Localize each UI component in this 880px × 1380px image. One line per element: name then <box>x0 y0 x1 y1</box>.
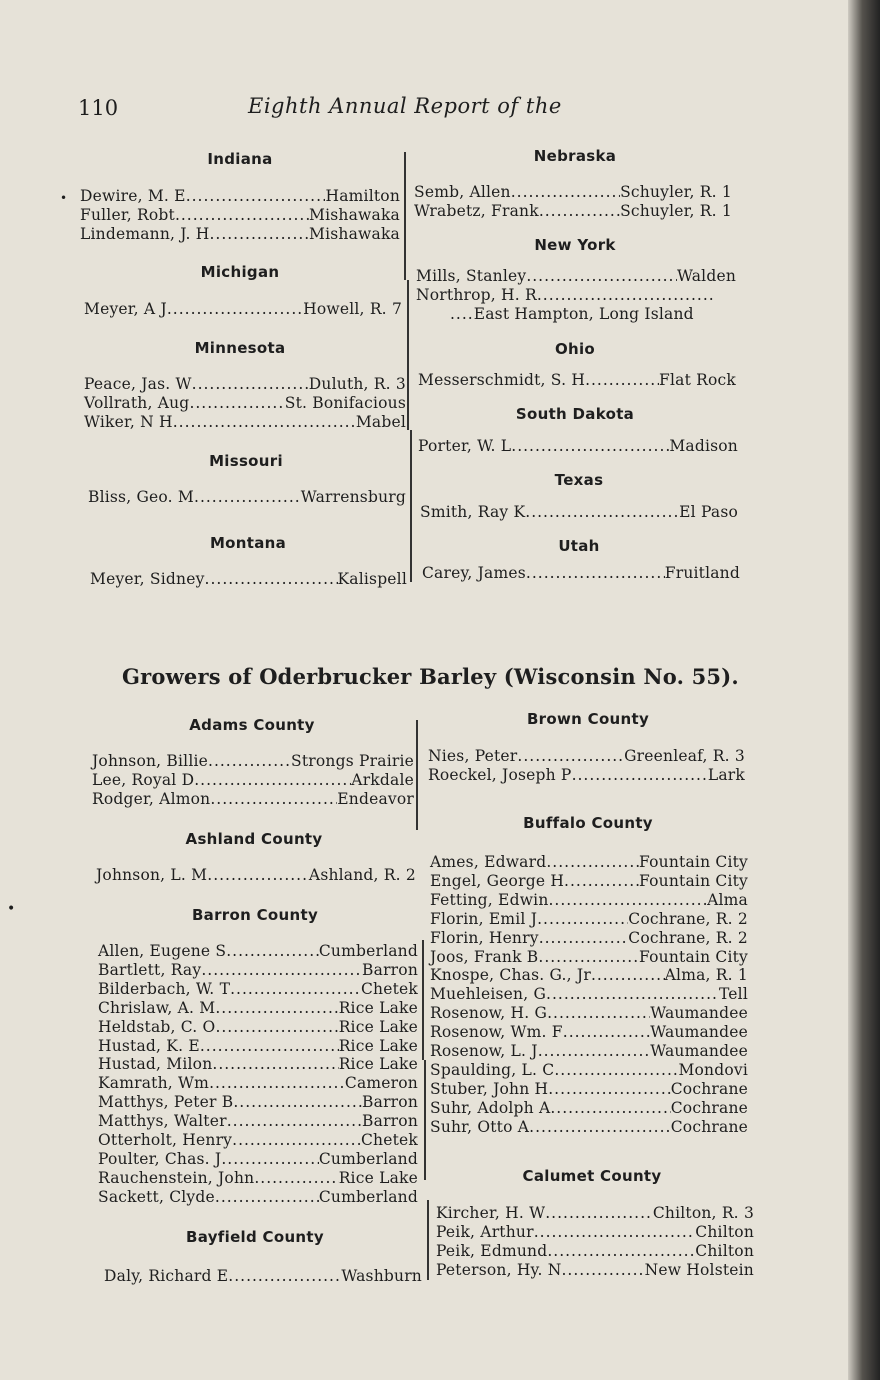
grower-name: Mills, Stanley <box>416 267 527 285</box>
column-divider <box>407 280 409 430</box>
county-entries-ashland <box>96 866 416 885</box>
grower-name: Peik, Edmund <box>436 1241 548 1260</box>
list-item <box>98 1131 418 1150</box>
grower-place: Duluth, R. 3 <box>308 375 406 393</box>
grower-place: Endeavor <box>337 789 414 808</box>
grower-place: Schuyler, R. 1 <box>620 201 732 220</box>
grower-place: Washburn <box>341 1267 422 1285</box>
grower-place: Barron <box>362 1093 418 1112</box>
list-item <box>84 413 406 432</box>
state-heading-new-york: New York <box>534 236 616 254</box>
list-item <box>98 1169 418 1188</box>
grower-name: Matthys, Walter <box>98 1112 227 1131</box>
list-item <box>88 488 406 507</box>
grower-name: Ames, Edward <box>430 853 547 871</box>
column-divider <box>427 1200 429 1280</box>
grower-name: Meyer, A J <box>84 300 167 318</box>
ink-mark: • <box>7 901 16 917</box>
grower-name: Engel, George H <box>430 871 565 890</box>
grower-name: Meyer, Sidney <box>90 570 205 588</box>
list-item <box>98 1150 418 1169</box>
grower-name: Northrop, H. R <box>416 285 537 304</box>
grower-name: Muehleisen, G <box>430 985 547 1004</box>
grower-place: Chetek <box>360 1131 418 1150</box>
grower-name: Poulter, Chas. J <box>98 1149 222 1168</box>
list-item <box>414 202 732 221</box>
grower-name: Wrabetz, Frank <box>414 201 539 220</box>
section-title: Growers of Oderbrucker Barley (Wisconsin No. 55). <box>122 664 739 689</box>
grower-place: Chilton <box>695 1241 754 1260</box>
list-item <box>430 1023 748 1042</box>
grower-name: Smith, Ray K <box>420 503 526 521</box>
list-item <box>430 1004 748 1023</box>
county-entries-buffalo <box>430 853 748 1137</box>
grower-place: Warrensburg <box>300 488 406 506</box>
grower-name: Stuber, John H <box>430 1079 549 1098</box>
grower-name: Chrislaw, A. M <box>98 998 216 1017</box>
list-item <box>98 1055 418 1074</box>
bullet-mark: • <box>60 191 68 205</box>
grower-name: Florin, Emil J <box>430 909 538 928</box>
grower-place: East Hampton, Long Island <box>473 304 694 323</box>
list-item <box>436 1242 754 1261</box>
state-heading-minnesota: Minnesota <box>194 339 286 357</box>
state-entries-texas <box>420 503 738 522</box>
list-item <box>84 300 402 319</box>
grower-place: Rice Lake <box>338 1055 418 1074</box>
state-heading-indiana: Indiana <box>207 150 273 168</box>
grower-name: Hustad, Milon <box>98 1055 213 1074</box>
grower-place: Cochrane <box>670 1098 748 1117</box>
grower-place: Rice Lake <box>338 998 418 1017</box>
list-item <box>98 942 418 961</box>
page-edge-shadow <box>848 0 880 1380</box>
grower-name: Wiker, N H <box>84 412 173 431</box>
grower-name: Florin, Henry <box>430 928 539 947</box>
list-item <box>414 183 732 202</box>
state-entries-nebraska <box>414 183 732 221</box>
grower-place: Arkdale <box>351 770 414 789</box>
grower-name: Peik, Arthur <box>436 1222 534 1241</box>
grower-name: Johnson, Billie <box>92 752 209 770</box>
grower-place: Rice Lake <box>338 1017 418 1036</box>
list-item <box>430 948 748 967</box>
grower-name: Peterson, Hy. N <box>436 1260 562 1279</box>
list-item <box>430 891 748 910</box>
list-item <box>104 1267 422 1286</box>
state-entries-new-york <box>416 267 736 324</box>
grower-place: Alma, R. 1 <box>664 966 748 985</box>
grower-place: Chilton, R. 3 <box>652 1204 754 1222</box>
state-entries-minnesota <box>84 375 406 432</box>
grower-name: Bilderbach, W. T <box>98 979 231 998</box>
state-heading-utah: Utah <box>558 537 600 555</box>
grower-name: Johnson, L. M <box>96 866 208 884</box>
grower-place: Mishawaka <box>309 205 400 224</box>
list-item <box>416 267 736 286</box>
column-divider <box>404 152 406 280</box>
county-heading-calumet: Calumet County <box>522 1167 662 1185</box>
grower-name: Hustad, K. E <box>98 1036 200 1055</box>
grower-place: Lark <box>707 765 745 784</box>
grower-place: Hamilton <box>325 187 400 205</box>
list-item <box>98 1074 418 1093</box>
grower-name: Rosenow, H. G <box>430 1004 548 1023</box>
state-entries-south-dakota <box>418 437 738 456</box>
grower-place: Cumberland <box>318 942 418 960</box>
list-item <box>430 929 748 948</box>
running-title: Eighth Annual Report of the <box>248 94 562 118</box>
grower-place: Mishawaka <box>309 224 400 243</box>
grower-place: Ashland, R. 2 <box>308 866 416 884</box>
county-heading-brown: Brown County <box>526 710 650 728</box>
list-item <box>84 375 406 394</box>
list-item <box>428 766 745 785</box>
grower-name: Bartlett, Ray <box>98 960 202 979</box>
grower-place: Schuyler, R. 1 <box>620 183 732 201</box>
list-item <box>90 570 407 589</box>
list-item <box>80 187 400 206</box>
grower-place: Fountain City <box>639 853 748 871</box>
grower-place: Flat Rock <box>659 371 736 389</box>
county-heading-bayfield: Bayfield County <box>186 1228 324 1246</box>
list-item <box>430 1042 748 1061</box>
grower-name: Rosenow, L. J <box>430 1042 538 1061</box>
page-number: 110 <box>78 96 119 120</box>
state-entries-montana <box>90 570 407 589</box>
grower-place: Waumandee <box>650 1023 748 1042</box>
list-item <box>418 371 736 390</box>
grower-name: Messerschmidt, S. H <box>418 371 586 389</box>
grower-place: St. Bonifacious <box>284 393 406 412</box>
county-heading-adams: Adams County <box>189 716 315 734</box>
grower-place: Greenleaf, R. 3 <box>624 747 745 765</box>
county-entries-barron <box>98 942 418 1207</box>
grower-place: El Paso <box>679 503 738 521</box>
list-item <box>430 966 748 985</box>
list-item <box>430 1118 748 1137</box>
state-entries-utah <box>422 564 740 583</box>
grower-place: Fountain City <box>639 871 748 890</box>
grower-place: Kalispell <box>337 570 407 588</box>
list-item <box>430 910 748 929</box>
grower-place: Madison <box>669 437 738 455</box>
list-item <box>98 980 418 999</box>
grower-name: Joos, Frank B <box>430 947 539 966</box>
list-item <box>436 1223 754 1242</box>
grower-place: Strongs Prairie <box>291 752 414 770</box>
grower-place: Waumandee <box>650 1042 748 1061</box>
grower-name: Fuller, Robt <box>80 205 175 224</box>
grower-name: Carey, James <box>422 564 526 582</box>
grower-name: Daly, Richard E <box>104 1267 229 1285</box>
grower-name: Matthys, Peter B <box>98 1093 234 1112</box>
grower-name: Dewire, M. E <box>80 187 186 205</box>
grower-place: Chilton <box>695 1222 754 1241</box>
grower-name: Spaulding, L. C <box>430 1060 555 1079</box>
list-item <box>430 1099 748 1118</box>
list-item <box>96 866 416 885</box>
state-heading-missouri: Missouri <box>209 452 283 470</box>
state-heading-ohio: Ohio <box>554 340 596 358</box>
list-item <box>84 394 406 413</box>
grower-place: Barron <box>362 960 418 979</box>
county-heading-buffalo: Buffalo County <box>523 814 653 832</box>
list-item <box>98 1037 418 1056</box>
column-divider <box>416 720 418 830</box>
grower-place: New Holstein <box>644 1260 754 1279</box>
list-item <box>80 206 400 225</box>
grower-name: Suhr, Adolph A <box>430 1098 551 1117</box>
grower-place: Cumberland <box>318 1187 418 1206</box>
grower-name: Rodger, Almon <box>92 789 211 808</box>
grower-name: Peace, Jas. W <box>84 375 192 393</box>
grower-place: Cochrane, R. 2 <box>628 928 748 947</box>
grower-place: Mabel <box>355 412 406 431</box>
list-item <box>436 1204 754 1223</box>
list-item <box>80 225 400 244</box>
grower-place: Cochrane <box>670 1079 748 1098</box>
state-heading-michigan: Michigan <box>200 263 280 281</box>
list-item <box>98 1112 418 1131</box>
county-entries-bayfield <box>104 1267 422 1286</box>
grower-name: Lindemann, J. H <box>80 224 210 243</box>
grower-place: Waumandee <box>650 1004 748 1023</box>
state-heading-montana: Montana <box>209 534 287 552</box>
state-heading-texas: Texas <box>554 471 604 489</box>
list-item <box>430 1080 748 1099</box>
grower-name: Lee, Royal D <box>92 770 195 789</box>
county-heading-barron: Barron County <box>191 906 319 924</box>
grower-place: Rice Lake <box>338 1168 418 1187</box>
state-heading-south-dakota: South Dakota <box>515 405 635 423</box>
list-item <box>420 503 738 522</box>
grower-place: Mondovi <box>678 1060 748 1079</box>
column-divider <box>422 940 424 1060</box>
state-entries-missouri <box>88 488 406 507</box>
state-heading-nebraska: Nebraska <box>533 147 617 165</box>
list-item <box>92 771 414 790</box>
grower-name: Semb, Allen <box>414 183 511 201</box>
grower-place: Chetek <box>360 979 418 998</box>
grower-name: Suhr, Otto A <box>430 1117 530 1136</box>
list-item <box>428 747 745 766</box>
list-item <box>98 1093 418 1112</box>
grower-place: Walden <box>676 267 736 285</box>
grower-name: Bliss, Geo. M <box>88 488 195 506</box>
grower-name: Rosenow, Wm. F <box>430 1023 563 1042</box>
grower-name: Vollrath, Aug <box>84 393 190 412</box>
grower-place: Tell <box>718 985 748 1004</box>
grower-place: Barron <box>362 1112 418 1131</box>
grower-name: Kamrath, Wm <box>98 1074 210 1093</box>
grower-place: Howell, R. 7 <box>303 300 402 318</box>
grower-place: Rice Lake <box>338 1036 418 1055</box>
state-entries-ohio <box>418 371 736 390</box>
grower-name: Allen, Eugene S <box>98 942 227 960</box>
list-item <box>92 790 414 809</box>
state-entries-michigan <box>84 300 402 319</box>
grower-name: Rauchenstein, John <box>98 1168 255 1187</box>
list-item <box>430 853 748 872</box>
grower-place: Cochrane, R. 2 <box>628 909 748 928</box>
list-item <box>98 1188 418 1207</box>
list-item <box>418 437 738 456</box>
list-item <box>430 985 748 1004</box>
grower-place: Cochrane <box>670 1117 748 1136</box>
grower-name: Otterholt, Henry <box>98 1131 233 1150</box>
grower-name: Fetting, Edwin <box>430 890 549 909</box>
grower-name: Roeckel, Joseph P <box>428 765 572 784</box>
list-item <box>422 564 740 583</box>
list-item <box>98 961 418 980</box>
column-divider <box>424 1060 426 1180</box>
list-item <box>98 1018 418 1037</box>
grower-place: Alma <box>707 890 748 909</box>
list-item <box>436 1261 754 1280</box>
grower-name: Sackett, Clyde <box>98 1187 215 1206</box>
list-item: Northrop, H. R ..... .... East Hampton, Long Island <box>416 286 736 324</box>
grower-name: Nies, Peter <box>428 747 518 765</box>
grower-place: Fruitland <box>664 564 740 582</box>
state-entries-indiana <box>80 187 400 244</box>
grower-name: Heldstab, C. O <box>98 1017 216 1036</box>
county-entries-brown <box>428 747 745 785</box>
list-item <box>430 872 748 891</box>
list-item <box>430 1061 748 1080</box>
list-item <box>92 752 414 771</box>
column-divider <box>410 430 412 582</box>
county-entries-calumet <box>436 1204 754 1280</box>
grower-place: Cumberland <box>318 1149 418 1168</box>
grower-name: Porter, W. L <box>418 437 512 455</box>
grower-name: Knospe, Chas. G., Jr <box>430 966 591 985</box>
grower-name: Kircher, H. W <box>436 1204 546 1222</box>
county-entries-adams <box>92 752 414 809</box>
grower-place: Cameron <box>344 1074 418 1093</box>
county-heading-ashland: Ashland County <box>185 830 323 848</box>
grower-place: Fountain City <box>639 947 748 966</box>
list-item <box>98 999 418 1018</box>
